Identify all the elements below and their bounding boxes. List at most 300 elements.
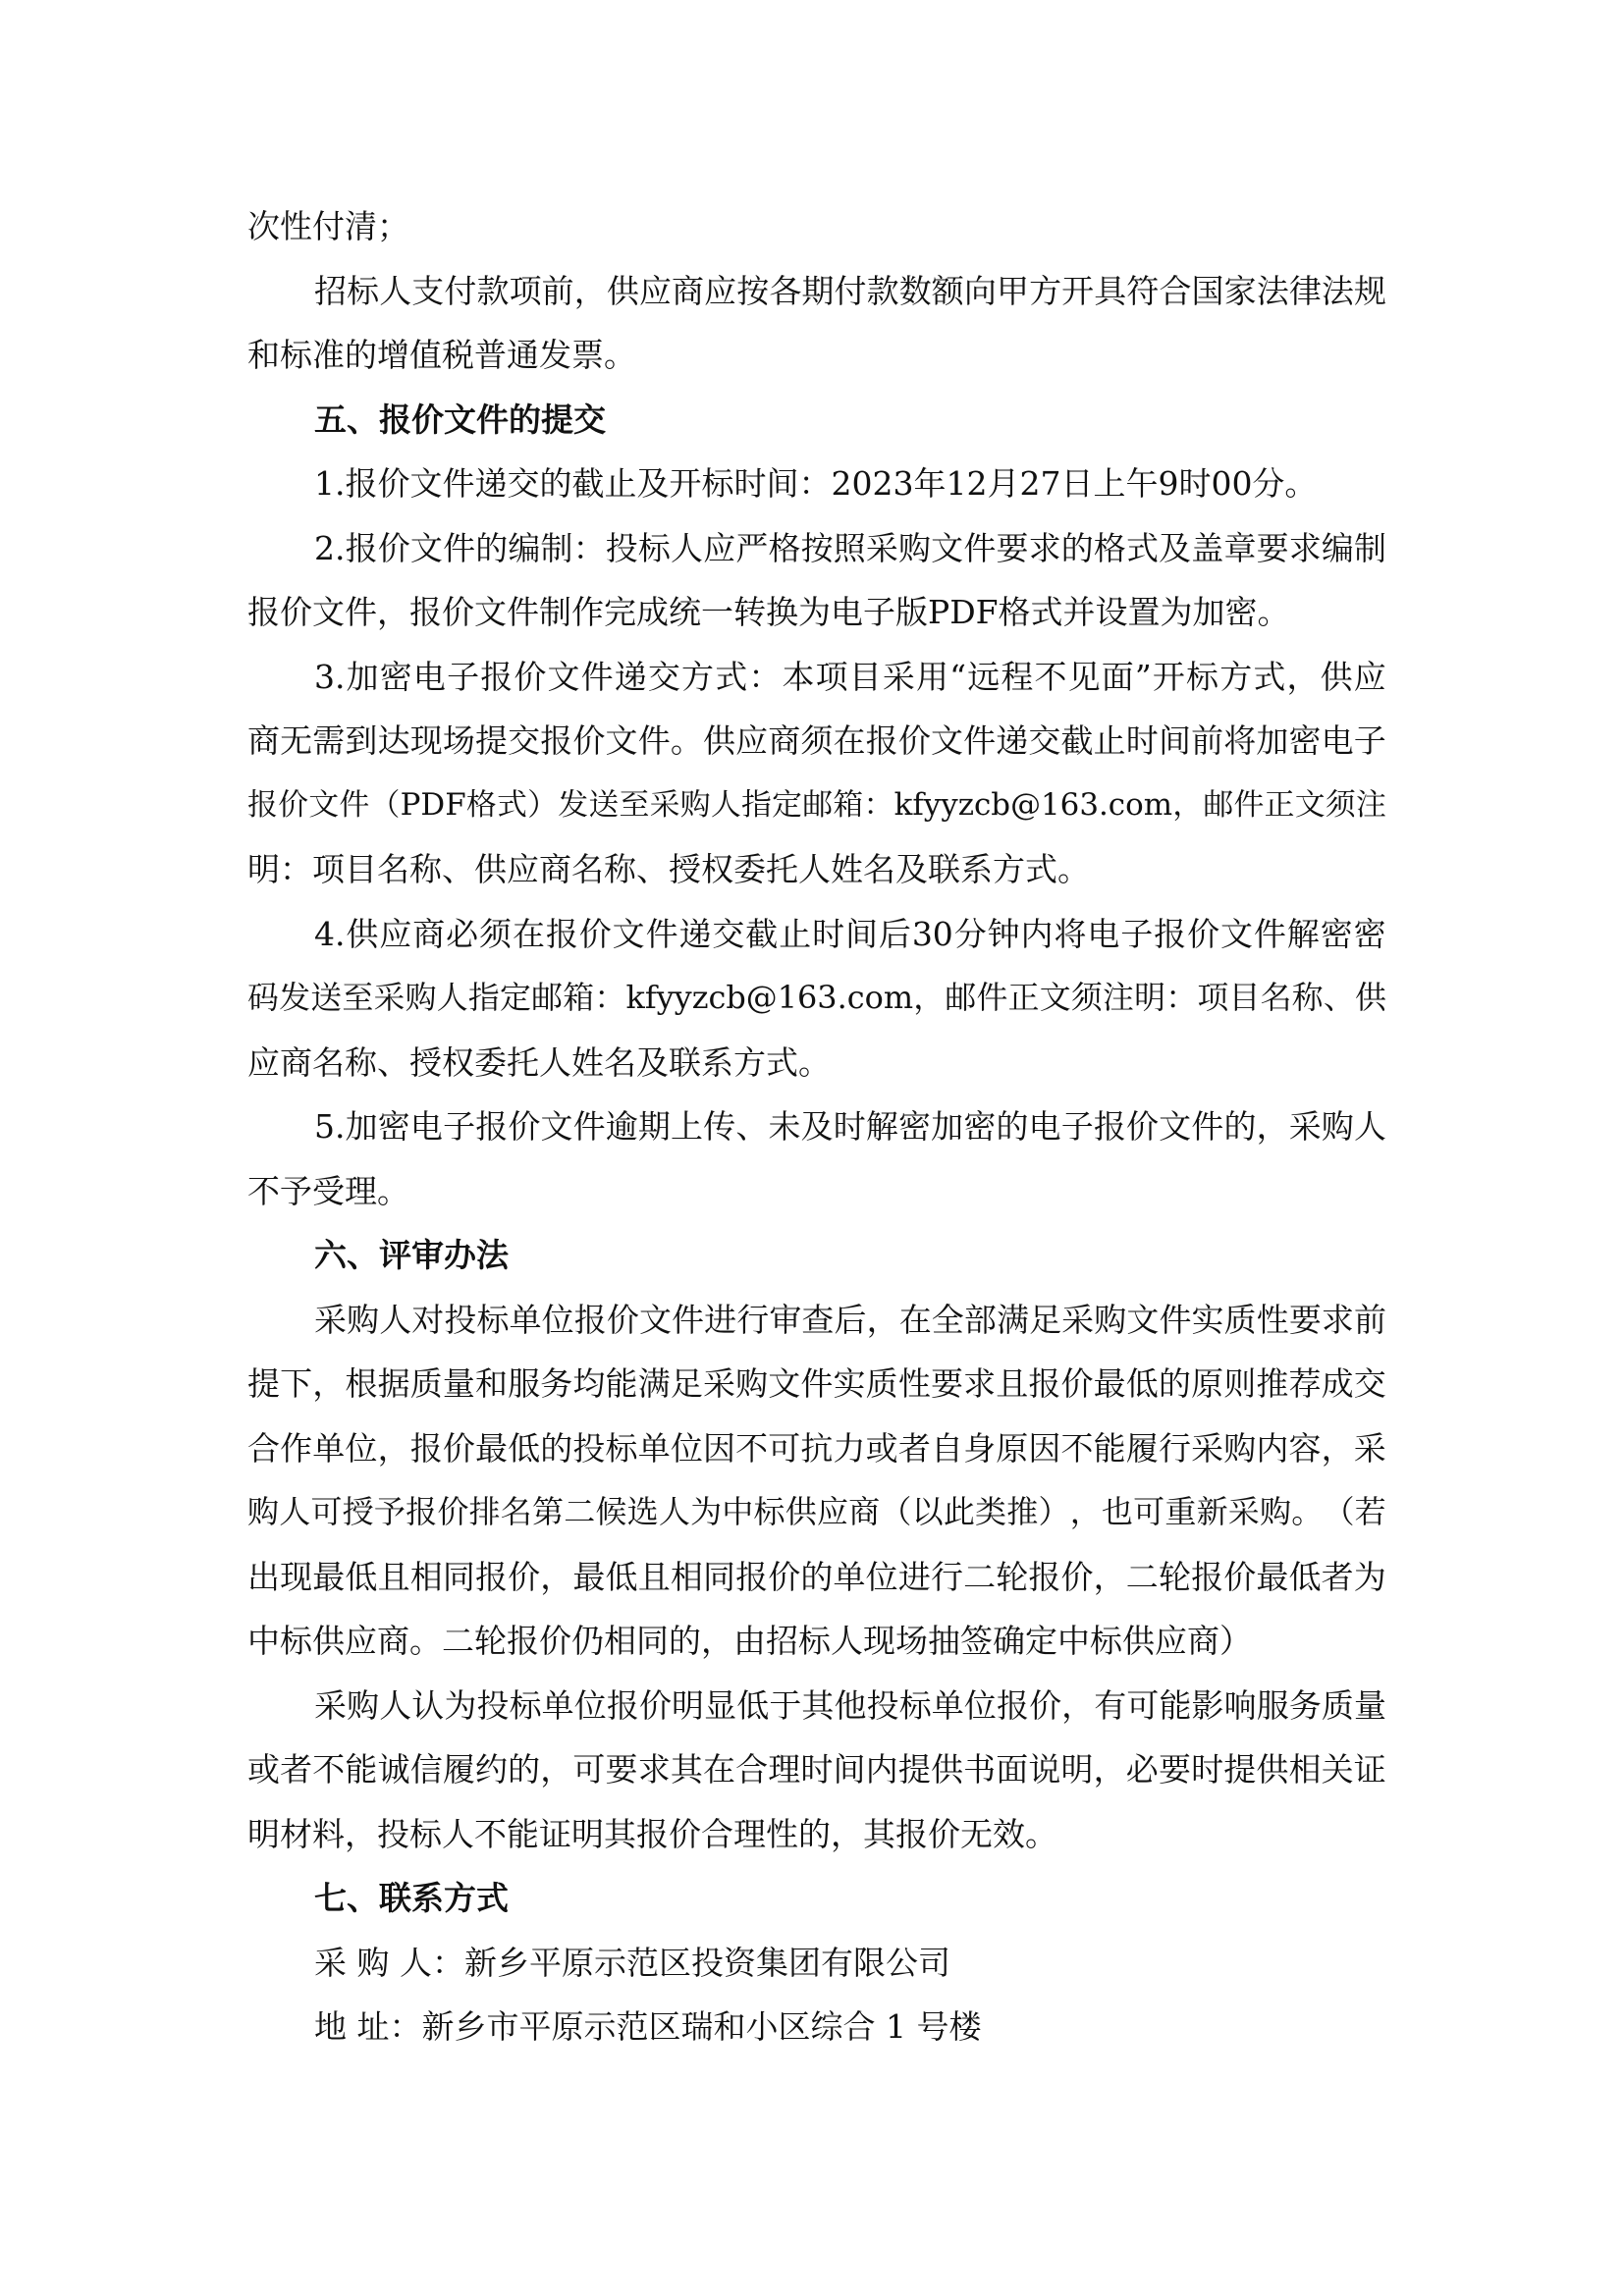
- glyph: 格: [768, 528, 801, 567]
- glyph: 程: [1001, 657, 1034, 696]
- glyph: 同: [442, 1557, 475, 1596]
- glyph: 文: [931, 528, 964, 567]
- glyph: 实: [833, 1364, 866, 1403]
- glyph: 务: [1288, 1685, 1322, 1725]
- glyph: 购: [1321, 1107, 1354, 1146]
- glyph: 者: [280, 1750, 313, 1789]
- glyph: 人: [710, 786, 741, 823]
- glyph: 购: [1223, 1428, 1257, 1468]
- glyph: 对: [411, 1300, 445, 1339]
- glyph: 方: [1029, 271, 1062, 310]
- heading-text: 五、报价文件的提交: [314, 400, 606, 439]
- glyph: 购: [1094, 1300, 1127, 1339]
- glyph: 报: [1093, 1107, 1126, 1146]
- paragraph-line: [247, 783, 1386, 848]
- glyph: 的: [540, 1428, 573, 1468]
- glyph: 采: [1061, 1300, 1095, 1339]
- glyph: 后: [834, 1300, 867, 1339]
- glyph: 供: [785, 1493, 817, 1530]
- glyph: 者: [897, 1428, 931, 1468]
- heading-text: 七、联系方式: [314, 1879, 509, 1917]
- glyph: 在: [702, 1750, 735, 1789]
- glyph: 用: [916, 657, 949, 696]
- contact-address: [247, 2004, 1386, 2069]
- glyph: （: [880, 1493, 912, 1530]
- glyph: 投: [572, 1428, 606, 1468]
- glyph: 件: [637, 721, 671, 760]
- glyph: 标: [347, 271, 380, 310]
- glyph: ，: [540, 1750, 573, 1789]
- glyph: 行: [736, 1300, 770, 1339]
- glyph: 此: [943, 1493, 975, 1530]
- glyph: 单: [509, 1300, 542, 1339]
- glyph: 合: [247, 1428, 280, 1468]
- glyph: 式: [497, 786, 527, 823]
- glyph: 信: [409, 1750, 443, 1789]
- glyph: 时: [1125, 721, 1159, 760]
- glyph: 理: [768, 1750, 801, 1789]
- glyph: 密: [963, 1107, 997, 1146]
- glyph: 购: [347, 1300, 380, 1339]
- glyph: 约: [474, 1750, 508, 1789]
- glyph: 选: [626, 1493, 659, 1530]
- glyph: 现: [409, 721, 443, 760]
- glyph: （: [1323, 1493, 1355, 1530]
- paragraph-line: [247, 976, 1386, 1041]
- glyph: 第: [531, 1493, 565, 1530]
- glyph: 文: [547, 657, 580, 696]
- section-heading: [247, 1233, 1386, 1298]
- glyph: 将: [1223, 721, 1257, 760]
- paragraph-line: [247, 1362, 1386, 1426]
- glyph: 供: [606, 271, 639, 310]
- glyph: 目: [1228, 979, 1261, 1016]
- glyph: 下: [280, 1364, 313, 1403]
- glyph: 标: [605, 1428, 638, 1468]
- glyph: 家: [1223, 271, 1257, 310]
- glyph: 送: [310, 979, 343, 1016]
- glyph: 项: [1197, 979, 1229, 1016]
- glyph: 时: [812, 914, 845, 953]
- glyph: 轮: [1158, 1557, 1191, 1596]
- line-text: 和标准的增值税普通发票。: [247, 336, 636, 374]
- glyph: ，: [1069, 1493, 1102, 1530]
- glyph: 报: [480, 657, 514, 696]
- glyph: 进: [704, 1300, 737, 1339]
- glyph: 据: [377, 1364, 410, 1403]
- glyph: 2.: [314, 528, 346, 567]
- glyph: 最: [572, 1557, 606, 1596]
- paragraph-line: [247, 590, 1386, 655]
- line-text: 地 址：新乡市平原示范区瑞和小区综合 1 号楼: [314, 2007, 982, 2046]
- glyph: 、: [735, 1107, 769, 1146]
- glyph: 定: [500, 979, 531, 1016]
- glyph: 位: [345, 1428, 378, 1468]
- glyph: 相: [670, 1557, 703, 1596]
- glyph: 购: [1260, 1493, 1292, 1530]
- glyph: 前: [541, 271, 574, 310]
- glyph: 国: [1191, 271, 1224, 310]
- glyph: 要: [930, 1364, 963, 1403]
- glyph: 人: [436, 979, 468, 1016]
- glyph: 有: [1094, 1685, 1127, 1725]
- glyph: 可: [310, 1493, 343, 1530]
- glyph: 授: [342, 1493, 374, 1530]
- glyph: 二: [963, 1557, 997, 1596]
- glyph: 开: [1061, 271, 1095, 310]
- glyph: 和: [474, 1364, 508, 1403]
- glyph: ，: [1172, 786, 1204, 823]
- glyph: 应: [638, 271, 672, 310]
- glyph: 期: [801, 271, 835, 310]
- glyph: 价: [638, 1685, 672, 1725]
- glyph: 报: [474, 1557, 508, 1596]
- glyph: 购: [347, 1685, 380, 1725]
- glyph: 到: [345, 721, 378, 760]
- glyph: ：: [594, 979, 626, 1016]
- glyph: 文: [638, 1300, 672, 1339]
- glyph: 采: [1353, 1428, 1386, 1468]
- glyph: 报: [606, 1685, 639, 1725]
- line-text: 1.报价文件递交的截止及开标时间：2023年12月27日上午9时00分。: [314, 464, 1318, 503]
- glyph: 响: [1223, 1685, 1257, 1725]
- glyph: 合: [735, 1750, 769, 1789]
- glyph: ）: [527, 786, 559, 823]
- glyph: 时: [800, 1750, 834, 1789]
- glyph: 因: [1028, 1428, 1061, 1468]
- glyph: 发: [279, 979, 311, 1016]
- glyph: 间: [845, 914, 878, 953]
- glyph: 单: [541, 1685, 574, 1725]
- glyph: 低: [736, 1685, 770, 1725]
- glyph: 作: [280, 1428, 313, 1468]
- glyph: 在: [833, 721, 866, 760]
- glyph: 截: [745, 914, 779, 953]
- glyph: 项: [815, 657, 848, 696]
- glyph: 投: [476, 1685, 510, 1725]
- glyph: 身: [963, 1428, 997, 1468]
- glyph: 名: [500, 1493, 532, 1530]
- glyph: 容: [1288, 1428, 1322, 1468]
- glyph: 编: [508, 528, 541, 567]
- heading-text: 六、评审办法: [314, 1236, 509, 1274]
- glyph: 关: [1321, 1750, 1354, 1789]
- glyph: 文: [1126, 1300, 1160, 1339]
- glyph: 递: [678, 914, 712, 953]
- line-text: 报价文件，报价文件制作完成统一转换为电子版PDF格式并设置为加密。: [247, 593, 1290, 631]
- glyph: 子: [1353, 721, 1386, 760]
- glyph: 出: [247, 1557, 280, 1596]
- glyph: 投: [866, 1685, 899, 1725]
- document-body: [247, 204, 1386, 2069]
- glyph: 具: [1094, 271, 1127, 310]
- glyph: 也: [1101, 1493, 1133, 1530]
- glyph: 招: [314, 271, 347, 310]
- glyph: 报: [540, 721, 573, 760]
- glyph: 人: [1354, 1107, 1386, 1146]
- paragraph-line: [247, 204, 1386, 269]
- glyph: 电: [1087, 914, 1120, 953]
- glyph: 提: [247, 1364, 280, 1403]
- glyph: 箱: [563, 979, 595, 1016]
- glyph: 加: [931, 1107, 964, 1146]
- glyph: 邮: [531, 979, 564, 1016]
- glyph: 及: [800, 1107, 834, 1146]
- glyph: 、: [1323, 979, 1355, 1016]
- glyph: 则: [1223, 1364, 1257, 1403]
- glyph: ：: [1165, 979, 1198, 1016]
- glyph: 期: [637, 1107, 671, 1146]
- glyph: 付: [834, 271, 867, 310]
- glyph: 律: [1288, 271, 1322, 310]
- glyph: ”: [1134, 657, 1152, 696]
- glyph: 密: [377, 1107, 410, 1146]
- glyph: 应: [816, 1493, 848, 1530]
- glyph: 件: [645, 914, 678, 953]
- glyph: 全: [931, 1300, 964, 1339]
- glyph: 要: [1256, 528, 1289, 567]
- glyph: 价: [278, 786, 309, 823]
- glyph: 价: [508, 1107, 541, 1146]
- glyph: 且: [377, 1557, 410, 1596]
- glyph: 价: [1060, 1364, 1094, 1403]
- glyph: 加: [345, 1107, 378, 1146]
- glyph: 不: [1060, 1428, 1094, 1468]
- glyph: 候: [595, 1493, 627, 1530]
- line-text: 不予受理。: [247, 1171, 409, 1210]
- glyph: 文: [768, 1364, 801, 1403]
- glyph: 位: [963, 1685, 997, 1725]
- glyph: 质: [865, 1364, 898, 1403]
- glyph: 明: [672, 1685, 705, 1725]
- glyph: 报: [573, 1300, 607, 1339]
- glyph: 抗: [800, 1428, 834, 1468]
- glyph: 文: [1294, 786, 1326, 823]
- glyph: 能: [1093, 1428, 1126, 1468]
- glyph: 价: [514, 657, 547, 696]
- glyph: 件: [963, 528, 997, 567]
- glyph: 低: [508, 1428, 541, 1468]
- glyph: 应: [735, 721, 769, 760]
- glyph: 的: [996, 1107, 1029, 1146]
- glyph: 推: [1256, 1364, 1289, 1403]
- glyph: 重: [1164, 1493, 1197, 1530]
- glyph: 各: [769, 271, 802, 310]
- glyph: 传: [703, 1107, 736, 1146]
- glyph: ：: [863, 786, 894, 823]
- glyph: 现: [280, 1557, 313, 1596]
- glyph: 投: [444, 1300, 477, 1339]
- glyph: 为: [1353, 1557, 1386, 1596]
- glyph: 盖: [1191, 528, 1224, 567]
- glyph: 或: [247, 1750, 280, 1789]
- paragraph-line: [247, 526, 1386, 591]
- glyph: 的: [1060, 528, 1094, 567]
- glyph: 其: [801, 1685, 835, 1725]
- glyph: 购: [735, 1364, 769, 1403]
- glyph: 能: [605, 1364, 638, 1403]
- glyph: PDF: [400, 786, 466, 823]
- glyph: ：: [748, 657, 782, 696]
- paragraph-line: [247, 1426, 1386, 1491]
- glyph: 须: [1070, 979, 1103, 1016]
- glyph: 要: [1158, 1750, 1191, 1789]
- glyph: 文: [930, 721, 963, 760]
- glyph: 商: [848, 1493, 881, 1530]
- glyph: 前: [1191, 721, 1224, 760]
- glyph: 文: [1039, 979, 1071, 1016]
- glyph: 格: [465, 786, 497, 823]
- glyph: 须: [1325, 786, 1356, 823]
- glyph: 密: [1288, 721, 1322, 760]
- glyph: 交: [712, 914, 745, 953]
- glyph: 位: [865, 1557, 898, 1596]
- glyph: 指: [467, 979, 500, 1016]
- glyph: 人: [658, 1493, 690, 1530]
- glyph: 质: [409, 1364, 443, 1403]
- glyph: 件: [339, 786, 370, 823]
- glyph: 为: [444, 1685, 477, 1725]
- glyph: 价: [578, 914, 612, 953]
- glyph: 报: [409, 1428, 443, 1468]
- glyph: 邮: [802, 786, 834, 823]
- glyph: 间: [833, 1750, 866, 1789]
- glyph: 见: [1067, 657, 1101, 696]
- glyph: 必: [1125, 1750, 1159, 1789]
- section-heading: [247, 398, 1386, 462]
- glyph: 子: [447, 657, 480, 696]
- glyph: 人: [671, 528, 704, 567]
- glyph: 的: [1158, 1364, 1191, 1403]
- glyph: 件: [572, 1107, 606, 1146]
- paragraph-line: [247, 1298, 1386, 1362]
- glyph: 报: [345, 528, 378, 567]
- glyph: 4.: [314, 914, 346, 953]
- glyph: 价: [437, 1493, 469, 1530]
- glyph: ）: [1038, 1493, 1070, 1530]
- glyph: 力: [833, 1428, 866, 1468]
- glyph: 的: [508, 1750, 541, 1789]
- glyph: 电: [412, 657, 446, 696]
- glyph: 若: [1354, 1493, 1386, 1530]
- glyph: 名: [1260, 979, 1292, 1016]
- glyph: 中: [722, 1493, 754, 1530]
- glyph: 商: [412, 914, 446, 953]
- glyph: 支: [411, 271, 445, 310]
- glyph: 单: [931, 1685, 964, 1725]
- glyph: 件: [1233, 786, 1265, 823]
- glyph: 目: [848, 657, 882, 696]
- glyph: 采: [702, 1364, 735, 1403]
- glyph: 制: [1354, 528, 1386, 567]
- paragraph-line: [247, 1555, 1386, 1620]
- glyph: 向: [963, 271, 997, 310]
- glyph: 人: [379, 1300, 412, 1339]
- glyph: 可: [1126, 1685, 1160, 1725]
- glyph: 报: [1028, 1364, 1061, 1403]
- glyph: 件: [672, 1300, 705, 1339]
- glyph: 件: [963, 721, 997, 760]
- glyph: 在: [512, 914, 545, 953]
- paragraph-line: [247, 269, 1386, 334]
- glyph: 位: [670, 1428, 703, 1468]
- paragraph-line: [247, 1812, 1386, 1877]
- glyph: ，: [573, 271, 607, 310]
- glyph: 单: [637, 1428, 671, 1468]
- glyph: ，: [1321, 1428, 1354, 1468]
- paragraph-line: [247, 655, 1386, 720]
- glyph: 将: [1054, 914, 1087, 953]
- glyph: 成: [1321, 1364, 1354, 1403]
- glyph: 均: [572, 1364, 606, 1403]
- glyph: 查: [801, 1300, 835, 1339]
- glyph: 证: [1353, 1750, 1386, 1789]
- glyph: 远: [967, 657, 1001, 696]
- glyph: 单: [312, 1428, 346, 1468]
- glyph: 额: [931, 271, 964, 310]
- glyph: 供: [930, 1750, 963, 1789]
- glyph: 件: [580, 657, 614, 696]
- glyph: 新: [1196, 1493, 1228, 1530]
- paragraph-line: [247, 1041, 1386, 1105]
- glyph: 最: [1093, 1364, 1126, 1403]
- glyph: 30: [911, 914, 953, 953]
- glyph: 场: [442, 721, 475, 760]
- glyph: 量: [442, 1364, 475, 1403]
- glyph: 件: [800, 1364, 834, 1403]
- glyph: 文: [1159, 1107, 1192, 1146]
- glyph: 或: [865, 1428, 898, 1468]
- glyph: 交: [508, 721, 541, 760]
- glyph: 报: [545, 914, 578, 953]
- glyph: ，: [1093, 1557, 1126, 1596]
- glyph: 要: [1288, 1300, 1322, 1339]
- glyph: 价: [442, 1428, 475, 1468]
- glyph: 式: [1253, 657, 1286, 696]
- glyph: 采: [373, 979, 406, 1016]
- paragraph-line: [247, 719, 1386, 783]
- line-text: 中标供应商。二轮报价仍相同的，由招标人现场抽签确定中标供应商）: [247, 1622, 1252, 1660]
- glyph: 服: [508, 1364, 541, 1403]
- glyph: 进: [897, 1557, 931, 1596]
- glyph: （: [369, 786, 401, 823]
- glyph: 交: [1028, 721, 1061, 760]
- glyph: 件: [1191, 1107, 1224, 1146]
- glyph: 严: [735, 528, 769, 567]
- glyph: ，: [377, 1428, 410, 1468]
- glyph: 价: [1223, 1557, 1257, 1596]
- glyph: 供: [1355, 979, 1386, 1016]
- glyph: 采: [865, 528, 898, 567]
- glyph: 应: [379, 914, 412, 953]
- glyph: 明: [1134, 979, 1166, 1016]
- contact-purchaser: [247, 1941, 1386, 2005]
- glyph: 法: [1321, 271, 1354, 310]
- glyph: 文: [308, 786, 340, 823]
- glyph: 邮: [1203, 786, 1234, 823]
- glyph: 报: [865, 721, 898, 760]
- glyph: 邮: [945, 979, 977, 1016]
- glyph: 低: [605, 1557, 638, 1596]
- glyph: 符: [1126, 271, 1160, 310]
- glyph: 指: [741, 786, 772, 823]
- glyph: kfyyzcb@163.com: [625, 979, 914, 1016]
- paragraph-line: [247, 333, 1386, 398]
- glyph: 标: [637, 528, 671, 567]
- glyph: ，: [1286, 657, 1320, 696]
- glyph: 足: [1029, 1300, 1062, 1339]
- glyph: 解: [1286, 914, 1320, 953]
